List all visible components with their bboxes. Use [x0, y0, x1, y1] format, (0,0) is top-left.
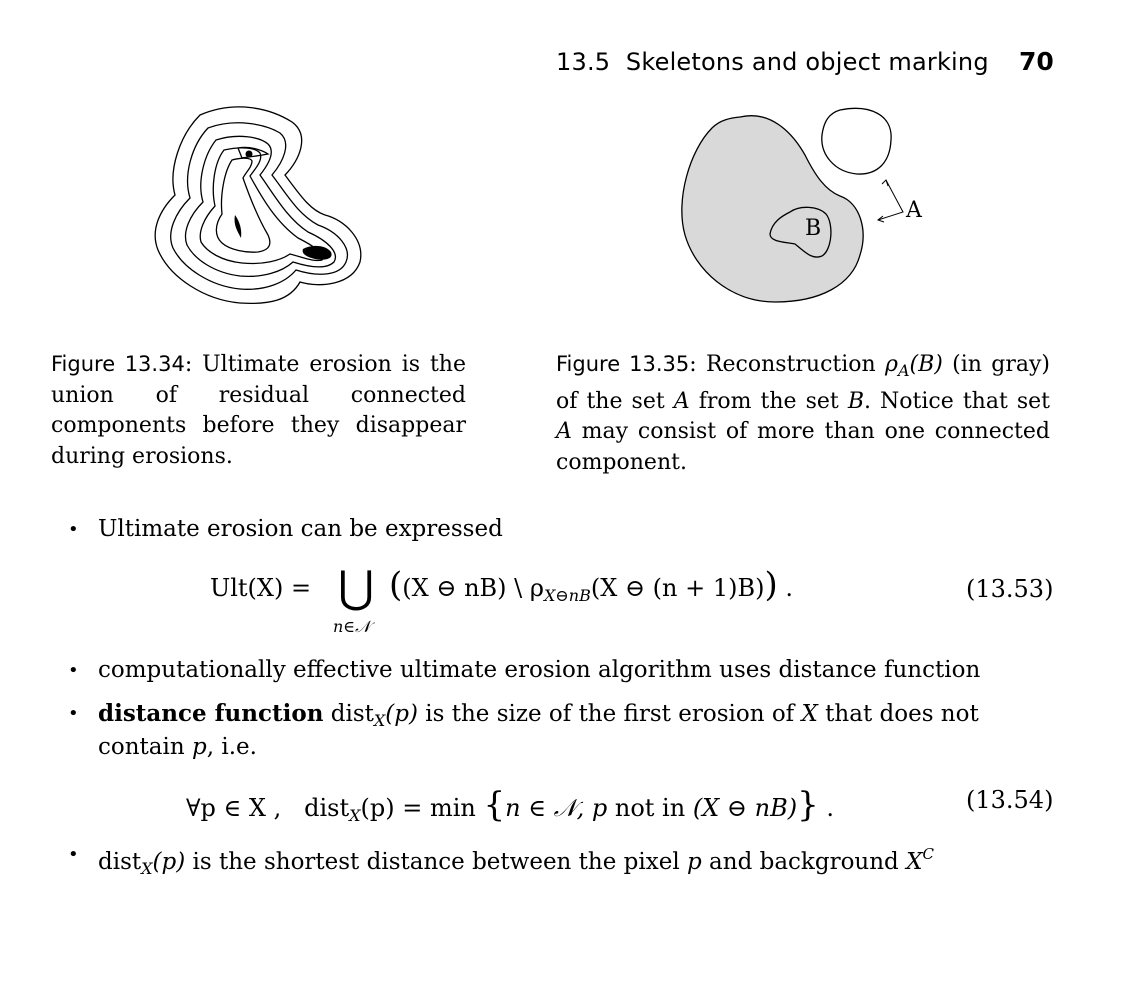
complement-superscript: C — [922, 845, 934, 863]
dist-subscript: X — [349, 806, 361, 825]
text: , i.e. — [206, 734, 257, 760]
text: and background — [701, 849, 907, 875]
page-number: 70 — [1019, 47, 1054, 76]
eq-set2: (X ⊖ nB) — [692, 794, 798, 822]
text: is the shortest distance between the pixel — [185, 849, 687, 875]
bullet-algorithm: computationally effective ultimate erosion algorithm uses distance function — [98, 657, 981, 683]
caption-figure-13-35 — [556, 349, 1050, 478]
rho-subscript: X⊖nB — [544, 586, 591, 605]
set-a: A — [673, 388, 690, 414]
bullet-shortest-distance — [98, 838, 934, 885]
var-x: X — [801, 701, 818, 727]
eq-end: . — [785, 574, 794, 602]
caption-text: may consist of more than one connected component. — [556, 419, 1050, 475]
caption-text: : Ultimate erosion is the union of residual connected components before they disappear during erosions. — [51, 352, 466, 469]
caption-text: (in gray) of the set — [556, 352, 1050, 414]
bullet-dot: • — [68, 660, 79, 681]
var-p: p — [687, 849, 702, 875]
bullet-dot: • — [68, 703, 79, 724]
eq-set: n ∈ 𝒩, p — [505, 794, 608, 822]
eq-body-part: (X ⊖ (n + 1)B) — [590, 574, 765, 602]
eq-body-part: (X ⊖ nB) \ ρ — [402, 574, 544, 602]
caption-text: : Reconstruction — [689, 352, 886, 377]
dist-fn: dist — [330, 701, 374, 727]
bullet-ultimate-erosion: Ultimate erosion can be expressed — [98, 516, 503, 542]
set-a: A — [556, 419, 572, 444]
eq-13-53-lhs: Ult(X) = — [210, 574, 312, 602]
bullet-distance-function-line2 — [98, 731, 257, 764]
figure-13-35-drawing — [0, 0, 1125, 340]
dist-subscript: X — [141, 859, 153, 878]
caption-label: Figure 13.34 — [51, 352, 185, 376]
dist-fn: dist — [98, 849, 142, 875]
eq-notin: not in — [607, 794, 693, 822]
dist-subscript: X — [373, 711, 386, 730]
equation-number-13-53: (13.53) — [966, 575, 1054, 603]
rho-argument: (B) — [909, 352, 943, 377]
dist-fn: dist — [304, 794, 350, 822]
caption-label: Figure 13.35 — [556, 352, 690, 376]
set-a-second-component — [822, 108, 891, 174]
set-b: B — [847, 388, 864, 414]
text: is the size of the first erosion of — [417, 701, 802, 727]
union-subscript: n∈𝒩 — [333, 617, 371, 636]
caption-text: from the set — [689, 388, 848, 414]
var-p: p — [191, 734, 207, 760]
dist-arg: (p) — [152, 849, 186, 875]
section-title: Skeletons and object marking — [625, 48, 989, 76]
bullet-dot: • — [68, 844, 79, 865]
rho-symbol: ρ — [885, 352, 898, 377]
text: contain — [98, 734, 192, 760]
figure-label-a: A — [906, 198, 922, 223]
equation-number-13-54: (13.54) — [966, 786, 1054, 814]
dist-arg: (p) — [385, 701, 418, 727]
eq-mid: (p) = min — [360, 794, 476, 822]
figure-label-b: B — [805, 216, 822, 241]
text: that does not — [817, 701, 979, 727]
eq-end: . — [826, 794, 835, 822]
var-x: X — [906, 849, 923, 875]
term-distance-function: distance function — [98, 700, 324, 727]
eq-13-53-body: ((X ⊖ nB) \ $\rho_{X⊖nB}(X$ ⊖ (n + 1)B)) . — [389, 565, 794, 605]
section-number: 13.5 — [556, 48, 611, 76]
caption-figure-13-34 — [51, 349, 466, 472]
arrow-connector — [878, 180, 903, 222]
bullet-dot: • — [68, 519, 79, 540]
eq-13-54: ∀p ∈ X , dist$_X$(p) = min {n ∈ 𝒩, p not in (X ⊖ nB)} . — [186, 785, 835, 825]
rho-subscript: A — [897, 361, 910, 380]
eq-lhs: ∀p ∈ X , — [186, 794, 282, 822]
big-union-symbol: ⋃ — [338, 562, 375, 613]
caption-text: . Notice that set — [864, 388, 1050, 414]
